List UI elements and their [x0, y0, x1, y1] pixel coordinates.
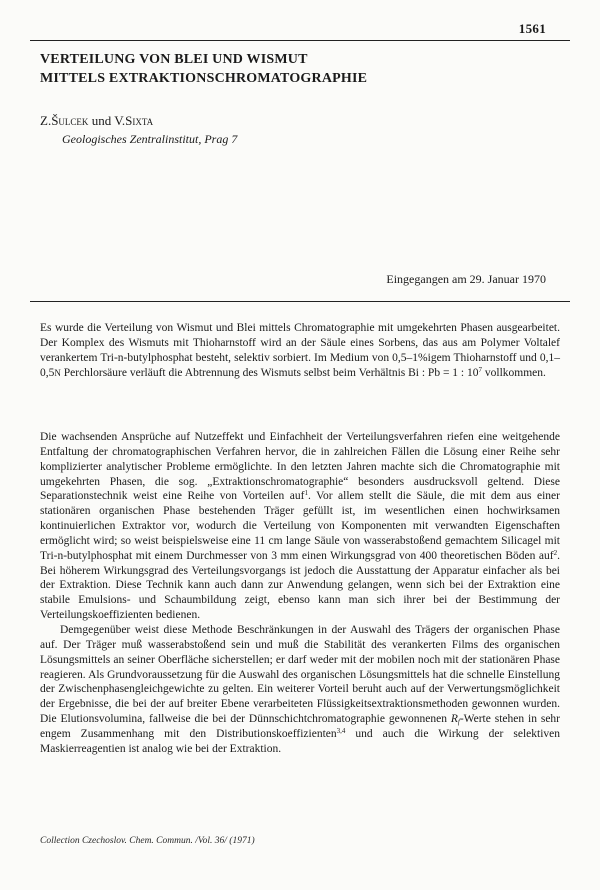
paragraph-2-text-c: und auch die Wirkung der selektiven Maskierreagentien ist analog wie bei der Extraktion.	[40, 727, 560, 755]
abstract	[40, 321, 560, 381]
received-date: Eingegangen am 29. Januar 1970	[386, 272, 546, 286]
author-2-initial: V.	[114, 113, 126, 128]
paragraph-2-text-a: Demgegenüber weist diese Methode Beschränkungen in der Auswahl des Trägers der organischen Phase auf. Der Träger muß wasserabstoßend sein und muß die Stabilität des verankerten Films des organischen Lösungsmittels an seiner Oberfläche sicherstellen; er darf weder mit der mobilen noch mit der stationären Phase reagieren. Als Grundvoraussetzung für die Auswahl des organischen Lösungsmittels hat die schnelle Einstellung der Zwischenphasengleichgewichte zu gelten. Ein weiterer Vorteil beruht auch auf der Verwertungsmöglichkeit der Ergebnisse, die bei der auf breiter Ebene verarbeiteten Flüssigkeitsextraktionsmethoden gewonnen wurden. Die Elutionsvolumina, fallweise die bei der Dünnschichtchromatographie gewonnenen	[40, 623, 560, 726]
title-line-1: VERTEILUNG VON BLEI UND WISMUT	[40, 52, 308, 67]
author-line	[40, 113, 153, 129]
affiliation: Geologisches Zentralinstitut, Prag 7	[62, 132, 238, 146]
page-number: 1561	[518, 21, 546, 36]
abstract-text-3: vollkommen.	[482, 367, 546, 380]
journal-footer: Collection Czechoslov. Chem. Commun. /Vol. 36/ (1971)	[40, 836, 255, 846]
body-paragraph-2	[40, 623, 560, 757]
paragraph-2-text-b: -Werte stehen in sehr engem Zusammenhang mit den Distributionskoeffizienten	[40, 713, 561, 740]
rf-symbol: R	[450, 713, 458, 726]
title-line-2: MITTELS EXTRAKTIONSCHROMATOGRAPHIE	[40, 71, 368, 86]
ratio-exponent: 7	[478, 366, 483, 375]
paragraph-1-text-b: . Vor allem stellt die Säule, die mit dem aus einer stationären organischen Phase bestehenden Träger gefüllt ist, im wesentlichen einen hochwirksamen kontinuierlichen Extraktor vor, wodurch die Verteilung von Komponenten mit verwandten Eigenschaften ermöglicht wird; so weist beispielsweise eine 11 cm lange Säule von wasserabstoßend gemachtem Silicagel mit Tri-n-butylphosphat mit einem Durchmesser von 3 mm einen Wirkungsgrad von 400 theoretischen Böden auf	[40, 490, 560, 562]
header-rule	[30, 40, 570, 41]
reference-2: 2	[553, 548, 558, 557]
paragraph-1-text-a: Die wachsenden Ansprüche auf Nutzeffekt und Einfachheit der Verteilungsverfahren riefen eine weitgehende Entfaltung der chromatographischen Verfahren hervor, die in zahlreichen Fällen die Lösung einer Reihe sehr komplizierter analytischer Probleme ermöglichte. In den letzten Jahren machte sich die Chromatographie mit umgekehrten Phasen, die sog. „Extraktionschromatographie“ besonders ausdrucksvoll geltend. Diese Separationstechnik weist eine Reihe von Vorteilen auf	[40, 431, 560, 503]
reference-3-4: 3,4	[336, 726, 346, 735]
abstract-rule	[30, 301, 570, 302]
article-title	[40, 50, 560, 88]
rf-subscript: f	[457, 718, 460, 727]
author-1-surname: Šulcek	[51, 113, 89, 128]
abstract-text-1: Es wurde die Verteilung von Wismut und Blei mittels Chromatographie mit umgekehrten Phasen ausgearbeitet. Der Komplex des Wismuts mit Thioharnstoff wird an der Säule eines Sorbens, das aus am Polymer Voltalef verankertem Tri-n-butylphosphat besteht, selektiv sorbiert. Im Medium von 0,5–1%igem Thioharnstoff und 0,1–0,5	[40, 322, 560, 380]
abstract-text-2: Perchlorsäure verläuft die Abtrennung des Wismuts selbst beim Verhältnis Bi : Pb = 1 : 10	[60, 367, 479, 380]
body-paragraph-1	[40, 430, 560, 623]
normality-unit: N	[54, 368, 61, 379]
body-text	[40, 430, 560, 757]
author-2-surname: Sixta	[125, 113, 154, 128]
reference-1: 1	[304, 489, 308, 498]
author-conjunction: und	[88, 113, 115, 128]
author-1-initial: Z.	[40, 113, 52, 128]
paragraph-1-text-c: . Bei höherem Wirkungsgrad des Verteilungsvorgangs ist jedoch die Ausstattung der Apparatur einfacher als bei der Extraktion. Diese Technik kann auch dann zur Anwendung gelangen, wenn sich bei der Extraktion eine stabile Emulsions- und Schaumbildung zeigt, ebenso kann man sich ihrer bei der Bestimmung der Verteilungskoeffizienten bedienen.	[40, 549, 560, 622]
